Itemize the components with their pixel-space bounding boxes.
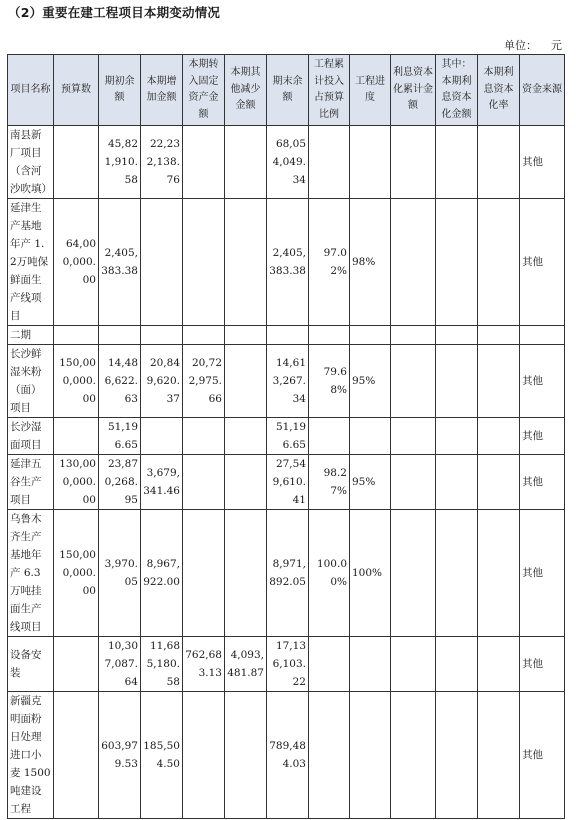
cell-transfer-fixed-assets: [183, 510, 225, 637]
cell-fund-source: [520, 326, 565, 345]
cell-interest-rate: [478, 326, 520, 345]
header-interest-period: 其中：本期利息资本化金额: [436, 55, 478, 126]
cell-progress: [350, 126, 391, 199]
cell-interest-period: [436, 199, 478, 326]
cell-opening-balance: 45,821,910.58: [99, 126, 141, 199]
header-increase: 本期增加金额: [141, 55, 183, 126]
cell-increase: 8,967,922.00: [141, 510, 183, 637]
cell-project-name: 设备安装: [8, 637, 54, 692]
header-interest-rate: 本期利息资本化率: [478, 55, 520, 126]
table-row: [8, 637, 565, 692]
cell-project-name: 长沙湿面项目: [8, 418, 54, 455]
header-transfer-fixed-assets: 本期转入固定资产金额: [183, 55, 225, 126]
cell-investment-ratio: 98.27%: [309, 455, 350, 510]
cell-closing-balance: 27,549,610.41: [267, 455, 309, 510]
cell-increase: 185,504.50: [141, 692, 183, 819]
cell-budget: [54, 126, 99, 199]
cell-fund-source: 其他: [520, 637, 565, 692]
cell-transfer-fixed-assets: 20,722,975.66: [183, 345, 225, 418]
cell-investment-ratio: [309, 126, 350, 199]
cell-investment-ratio: 97.02%: [309, 199, 350, 326]
cell-increase: 22,232,138.76: [141, 126, 183, 199]
table-row: [8, 692, 565, 819]
cell-other-decrease: [225, 455, 267, 510]
cell-interest-cumulative: [391, 510, 436, 637]
cell-project-name: 南县新厂项目（含河沙吹填）: [8, 126, 54, 199]
cell-increase: [141, 418, 183, 455]
cell-interest-rate: [478, 637, 520, 692]
cell-interest-cumulative: [391, 455, 436, 510]
cell-interest-rate: [478, 510, 520, 637]
cell-interest-rate: [478, 418, 520, 455]
cell-fund-source: 其他: [520, 455, 565, 510]
cell-increase: 3,679,341.46: [141, 455, 183, 510]
cell-investment-ratio: 79.68%: [309, 345, 350, 418]
cell-project-name: 二期: [8, 326, 54, 345]
cell-increase: [141, 199, 183, 326]
cell-interest-period: [436, 510, 478, 637]
cell-other-decrease: [225, 345, 267, 418]
cell-increase: 20,849,620.37: [141, 345, 183, 418]
table-row: [8, 199, 565, 326]
construction-projects-table: [7, 54, 565, 819]
cell-interest-rate: [478, 345, 520, 418]
cell-interest-cumulative: [391, 637, 436, 692]
cell-progress: 95%: [350, 455, 391, 510]
cell-fund-source: 其他: [520, 345, 565, 418]
cell-other-decrease: [225, 199, 267, 326]
cell-other-decrease: [225, 326, 267, 345]
cell-investment-ratio: 100.00%: [309, 510, 350, 637]
cell-progress: [350, 326, 391, 345]
unit-label: 单位：: [504, 39, 537, 52]
header-other-decrease: 本期其他减少金额: [225, 55, 267, 126]
cell-other-decrease: [225, 510, 267, 637]
cell-fund-source: 其他: [520, 510, 565, 637]
cell-opening-balance: 603,979.53: [99, 692, 141, 819]
cell-increase: [141, 326, 183, 345]
cell-budget: [54, 418, 99, 455]
cell-interest-cumulative: [391, 692, 436, 819]
cell-project-name: 延津五谷生产项目: [8, 455, 54, 510]
cell-interest-period: [436, 326, 478, 345]
cell-transfer-fixed-assets: [183, 455, 225, 510]
table-row: [8, 510, 565, 637]
cell-fund-source: 其他: [520, 418, 565, 455]
cell-budget: [54, 637, 99, 692]
header-interest-cumulative: 利息资本化累计金额: [391, 55, 436, 126]
cell-transfer-fixed-assets: [183, 418, 225, 455]
cell-project-name: 长沙鲜湿米粉（面）项目: [8, 345, 54, 418]
header-project-name: 项目名称: [8, 55, 54, 126]
cell-project-name: 乌鲁木齐生产基地年产 6.3 万吨挂面生产线项目: [8, 510, 54, 637]
cell-closing-balance: 789,484.03: [267, 692, 309, 819]
cell-interest-rate: [478, 126, 520, 199]
cell-budget: 150,000,000.00: [54, 510, 99, 637]
cell-budget: 130,000,000.00: [54, 455, 99, 510]
cell-interest-period: [436, 345, 478, 418]
table-row: [8, 418, 565, 455]
cell-interest-period: [436, 455, 478, 510]
cell-interest-cumulative: [391, 326, 436, 345]
header-investment-ratio: 工程累计投入占预算比例: [309, 55, 350, 126]
cell-budget: [54, 692, 99, 819]
cell-increase: 11,685,180.58: [141, 637, 183, 692]
cell-investment-ratio: [309, 418, 350, 455]
cell-project-name: 新疆克明面粉日处理进口小麦 1500吨建设工程: [8, 692, 54, 819]
cell-closing-balance: 17,136,103.22: [267, 637, 309, 692]
cell-transfer-fixed-assets: 762,683.13: [183, 637, 225, 692]
header-closing-balance: 期末余额: [267, 55, 309, 126]
cell-fund-source: 其他: [520, 692, 565, 819]
cell-other-decrease: [225, 418, 267, 455]
cell-transfer-fixed-assets: [183, 126, 225, 199]
section-title: （2）重要在建工程项目本期变动情况: [8, 5, 221, 20]
cell-opening-balance: 23,870,268.95: [99, 455, 141, 510]
cell-opening-balance: 3,970.05: [99, 510, 141, 637]
cell-opening-balance: 2,405,383.38: [99, 199, 141, 326]
cell-closing-balance: 68,054,049.34: [267, 126, 309, 199]
cell-investment-ratio: [309, 326, 350, 345]
cell-budget: 150,000,000.00: [54, 345, 99, 418]
cell-interest-period: [436, 126, 478, 199]
table-row: [8, 126, 565, 199]
header-opening-balance: 期初余额: [99, 55, 141, 126]
header-fund-source: 资金来源: [520, 55, 565, 126]
cell-closing-balance: 14,613,267.34: [267, 345, 309, 418]
cell-opening-balance: 14,486,622.63: [99, 345, 141, 418]
cell-investment-ratio: [309, 637, 350, 692]
cell-interest-cumulative: [391, 199, 436, 326]
cell-investment-ratio: [309, 692, 350, 819]
cell-fund-source: 其他: [520, 199, 565, 326]
cell-closing-balance: [267, 326, 309, 345]
header-progress: 工程进度: [350, 55, 391, 126]
table-row: [8, 455, 565, 510]
cell-budget: 64,000,000.00: [54, 199, 99, 326]
cell-opening-balance: 10,307,087.64: [99, 637, 141, 692]
cell-interest-period: [436, 692, 478, 819]
cell-fund-source: 其他: [520, 126, 565, 199]
cell-budget: [54, 326, 99, 345]
cell-interest-cumulative: [391, 345, 436, 418]
cell-interest-rate: [478, 692, 520, 819]
cell-closing-balance: 2,405,383.38: [267, 199, 309, 326]
cell-other-decrease: [225, 126, 267, 199]
cell-transfer-fixed-assets: [183, 692, 225, 819]
table-row: [8, 345, 565, 418]
table-header-row: [8, 55, 565, 126]
cell-progress: 100%: [350, 510, 391, 637]
cell-closing-balance: 51,196.65: [267, 418, 309, 455]
header-budget: 预算数: [54, 55, 99, 126]
table-row: [8, 326, 565, 345]
cell-progress: [350, 692, 391, 819]
cell-opening-balance: [99, 326, 141, 345]
cell-progress: 95%: [350, 345, 391, 418]
cell-progress: 98%: [350, 199, 391, 326]
cell-interest-cumulative: [391, 418, 436, 455]
unit-value: 元: [551, 39, 562, 52]
cell-interest-rate: [478, 455, 520, 510]
cell-other-decrease: [225, 692, 267, 819]
cell-transfer-fixed-assets: [183, 326, 225, 345]
cell-interest-cumulative: [391, 126, 436, 199]
cell-other-decrease: 4,093,481.87: [225, 637, 267, 692]
cell-interest-period: [436, 637, 478, 692]
cell-progress: [350, 418, 391, 455]
cell-interest-rate: [478, 199, 520, 326]
unit-note: [504, 37, 562, 53]
cell-opening-balance: 51,196.65: [99, 418, 141, 455]
cell-project-name: 延津生产基地年产 1.2万吨保鲜面生产线项目: [8, 199, 54, 326]
cell-closing-balance: 8,971,892.05: [267, 510, 309, 637]
cell-transfer-fixed-assets: [183, 199, 225, 326]
cell-interest-period: [436, 418, 478, 455]
cell-progress: [350, 637, 391, 692]
